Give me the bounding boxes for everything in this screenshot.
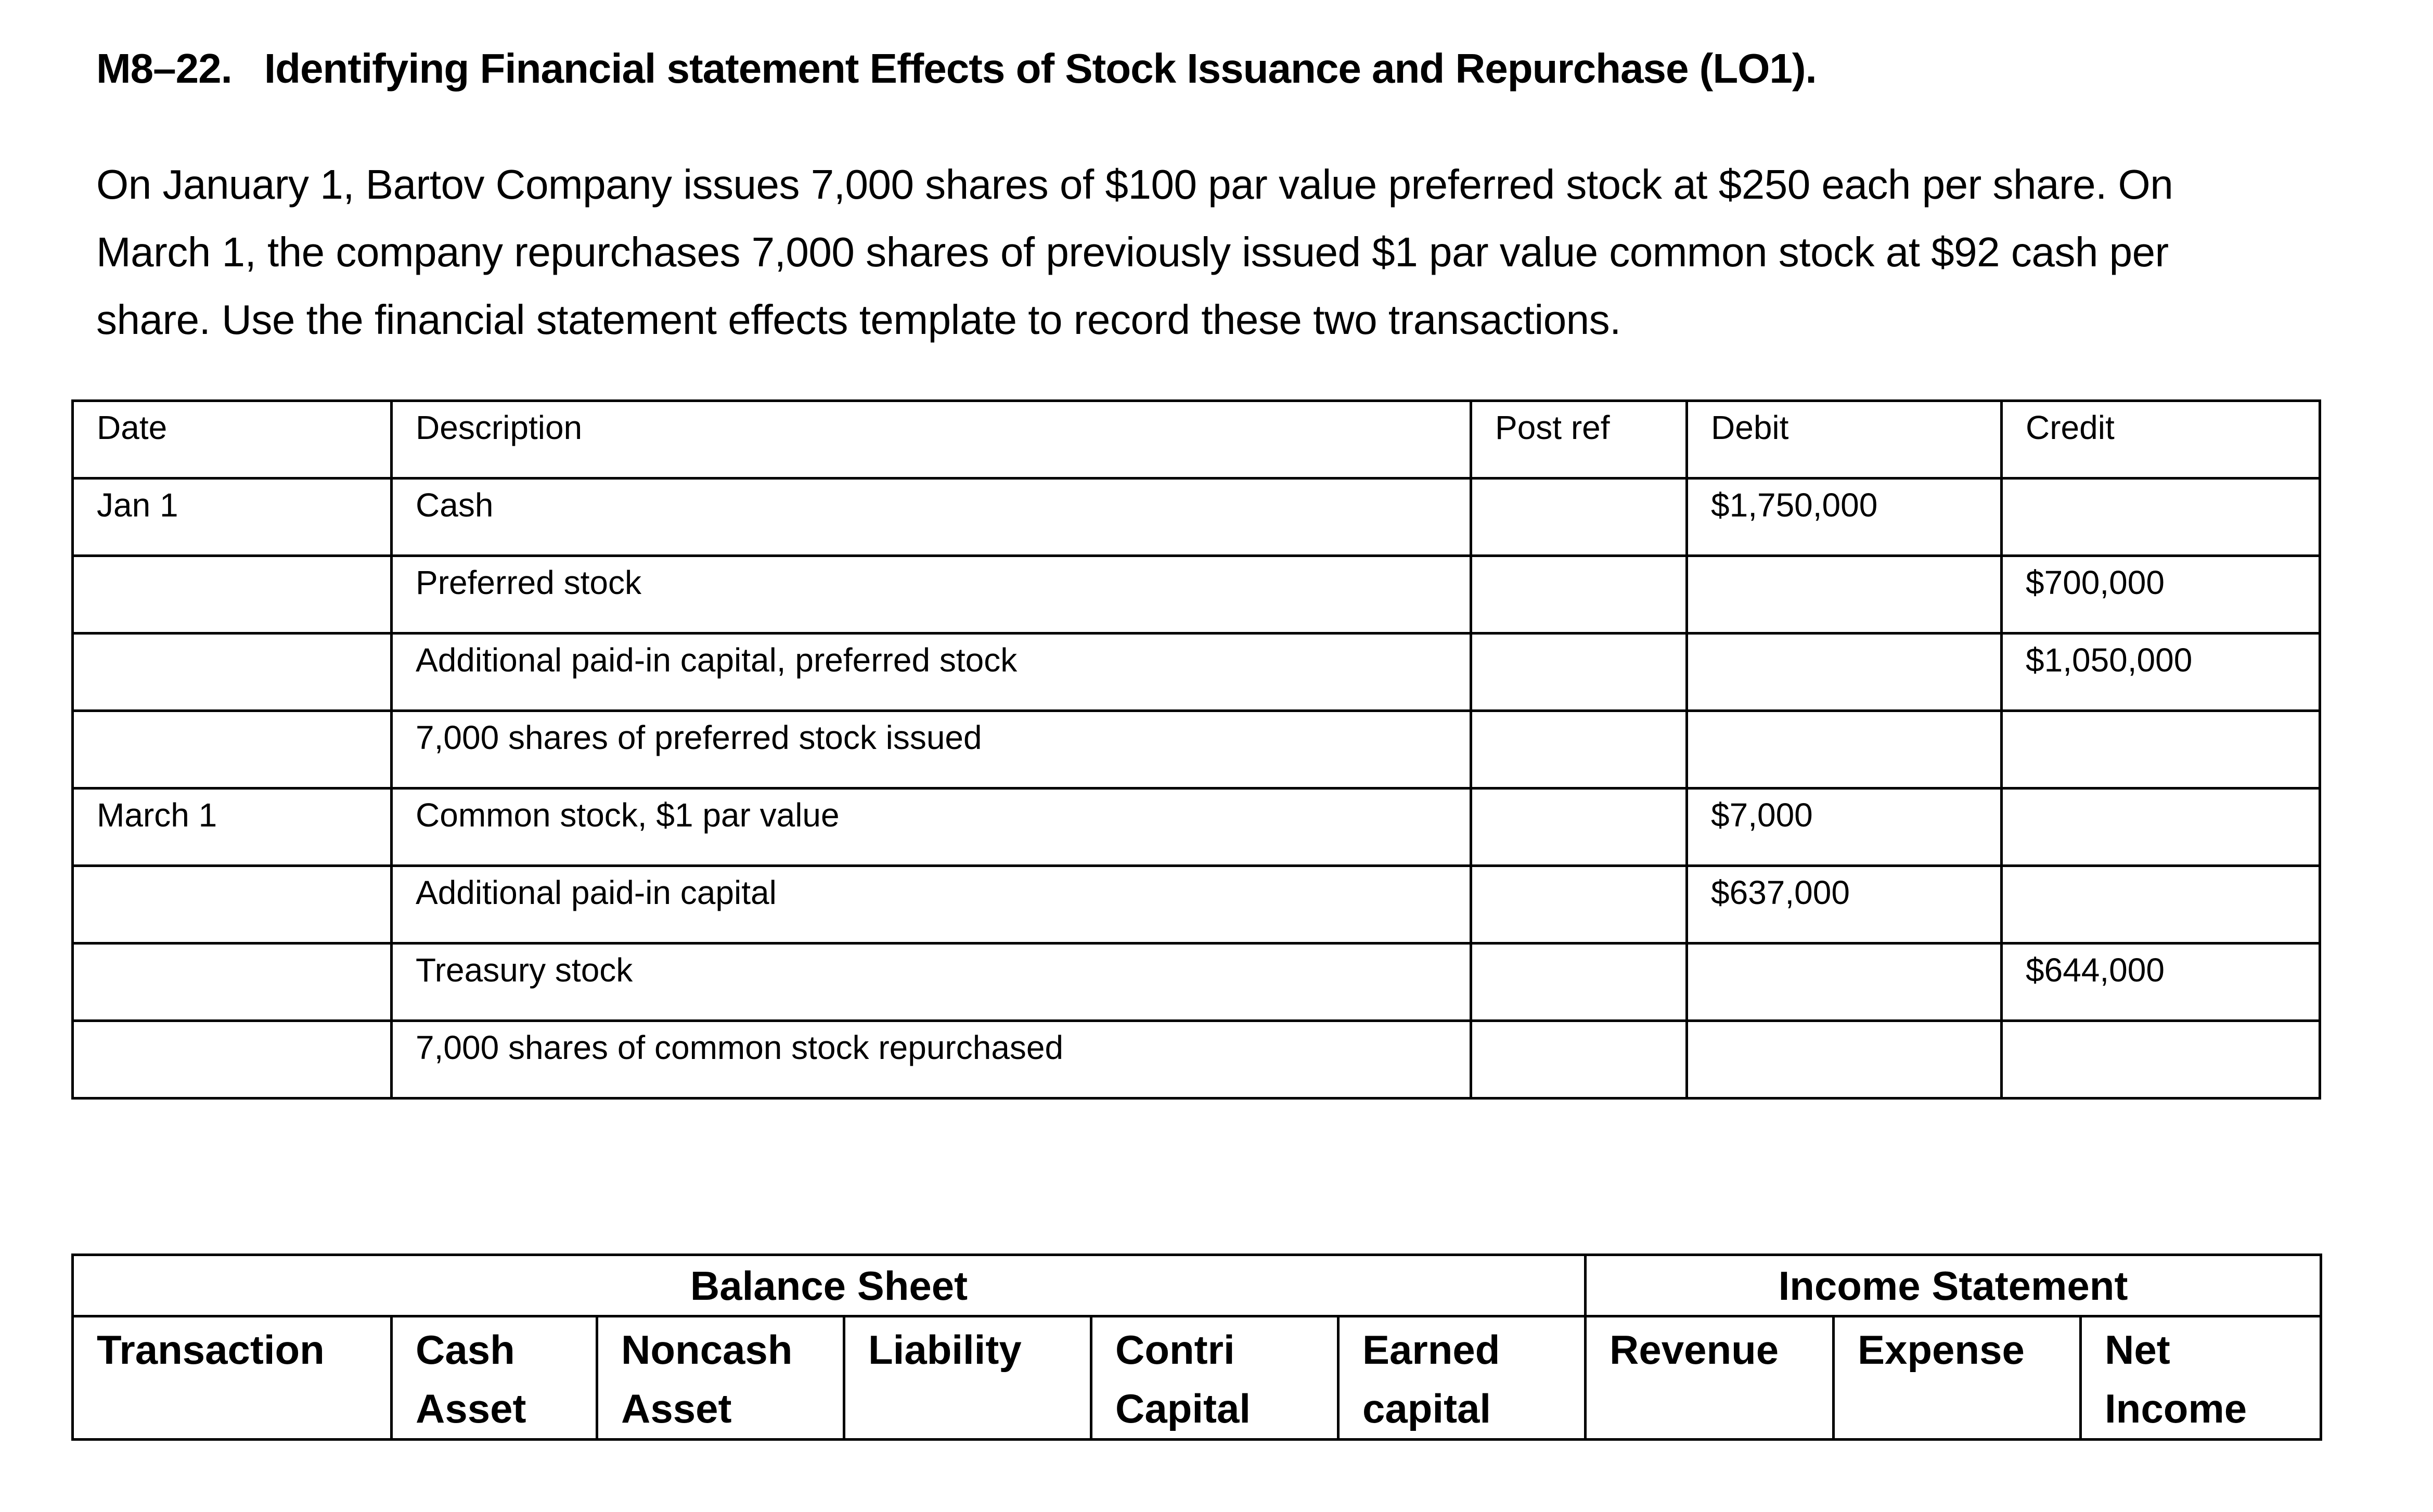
debit-cell: $637,000 — [1687, 866, 2002, 944]
transaction-column-header: Transaction — [73, 1316, 392, 1440]
journal-row — [73, 1021, 2320, 1099]
journal-row — [73, 711, 2320, 789]
post-ref-cell — [1471, 1021, 1687, 1099]
debit-cell — [1687, 944, 2002, 1021]
problem-text-line: On January 1, Bartov Company issues 7,000 shares of $100 par value preferred stock at $250 each per share. On — [96, 161, 2173, 208]
journal-row — [73, 479, 2320, 556]
debit-cell — [1687, 556, 2002, 634]
journal-header-row — [73, 401, 2320, 479]
credit-cell — [2002, 479, 2320, 556]
date-header: Date — [73, 401, 392, 479]
problem-title: Identifying Financial statement Effects of Stock Issuance and Repurchase (LO1). — [264, 45, 1817, 92]
post-ref-cell — [1471, 944, 1687, 1021]
journal-row — [73, 556, 2320, 634]
debit-cell: $1,750,000 — [1687, 479, 2002, 556]
cash-asset-column-header: Cash Asset — [392, 1316, 597, 1440]
description-cell: Cash — [392, 479, 1471, 556]
income-statement-header: Income Statement — [1586, 1255, 2321, 1316]
problem-heading — [96, 43, 1817, 95]
journal-table — [71, 399, 2321, 1100]
description-cell: 7,000 shares of common stock repurchased — [392, 1021, 1471, 1099]
description-cell: 7,000 shares of preferred stock issued — [392, 711, 1471, 789]
journal-row — [73, 789, 2320, 866]
problem-text-line: March 1, the company repurchases 7,000 shares of previously issued $1 par value common stock at $92 cash per — [96, 229, 2169, 275]
date-cell — [73, 556, 392, 634]
credit-cell: $644,000 — [2002, 944, 2320, 1021]
post-ref-cell — [1471, 556, 1687, 634]
effects-group-row — [73, 1255, 2321, 1316]
date-cell: March 1 — [73, 789, 392, 866]
noncash-asset-column-header: Noncash Asset — [597, 1316, 844, 1440]
description-cell: Common stock, $1 par value — [392, 789, 1471, 866]
net-income-column-header: Net Income — [2081, 1316, 2321, 1440]
journal-row — [73, 944, 2320, 1021]
effects-template-table — [71, 1253, 2322, 1441]
post-ref-header: Post ref — [1471, 401, 1687, 479]
debit-cell — [1687, 711, 2002, 789]
revenue-column-header: Revenue — [1586, 1316, 1834, 1440]
date-cell — [73, 1021, 392, 1099]
problem-text — [96, 151, 2333, 354]
description-cell: Additional paid-in capital, preferred stock — [392, 634, 1471, 711]
debit-cell — [1687, 634, 2002, 711]
effects-column-row — [73, 1316, 2321, 1440]
post-ref-cell — [1471, 866, 1687, 944]
post-ref-cell — [1471, 711, 1687, 789]
post-ref-cell — [1471, 789, 1687, 866]
date-cell — [73, 634, 392, 711]
credit-cell — [2002, 1021, 2320, 1099]
credit-cell — [2002, 711, 2320, 789]
credit-cell — [2002, 789, 2320, 866]
journal-row — [73, 634, 2320, 711]
debit-cell — [1687, 1021, 2002, 1099]
journal-row — [73, 866, 2320, 944]
date-cell: Jan 1 — [73, 479, 392, 556]
problem-number: M8–22. — [96, 45, 232, 92]
post-ref-cell — [1471, 634, 1687, 711]
contri-capital-column-header: Contri Capital — [1091, 1316, 1338, 1440]
balance-sheet-header: Balance Sheet — [73, 1255, 1586, 1316]
description-cell: Treasury stock — [392, 944, 1471, 1021]
credit-header: Credit — [2002, 401, 2320, 479]
date-cell — [73, 866, 392, 944]
description-cell: Additional paid-in capital — [392, 866, 1471, 944]
post-ref-cell — [1471, 479, 1687, 556]
description-header: Description — [392, 401, 1471, 479]
credit-cell — [2002, 866, 2320, 944]
earned-capital-column-header: Earned capital — [1338, 1316, 1586, 1440]
credit-cell: $700,000 — [2002, 556, 2320, 634]
expense-column-header: Expense — [1834, 1316, 2081, 1440]
date-cell — [73, 944, 392, 1021]
description-cell: Preferred stock — [392, 556, 1471, 634]
debit-cell: $7,000 — [1687, 789, 2002, 866]
credit-cell: $1,050,000 — [2002, 634, 2320, 711]
liability-column-header: Liability — [844, 1316, 1091, 1440]
date-cell — [73, 711, 392, 789]
problem-text-line: share. Use the financial statement effects template to record these two transactions. — [96, 296, 1621, 343]
debit-header: Debit — [1687, 401, 2002, 479]
